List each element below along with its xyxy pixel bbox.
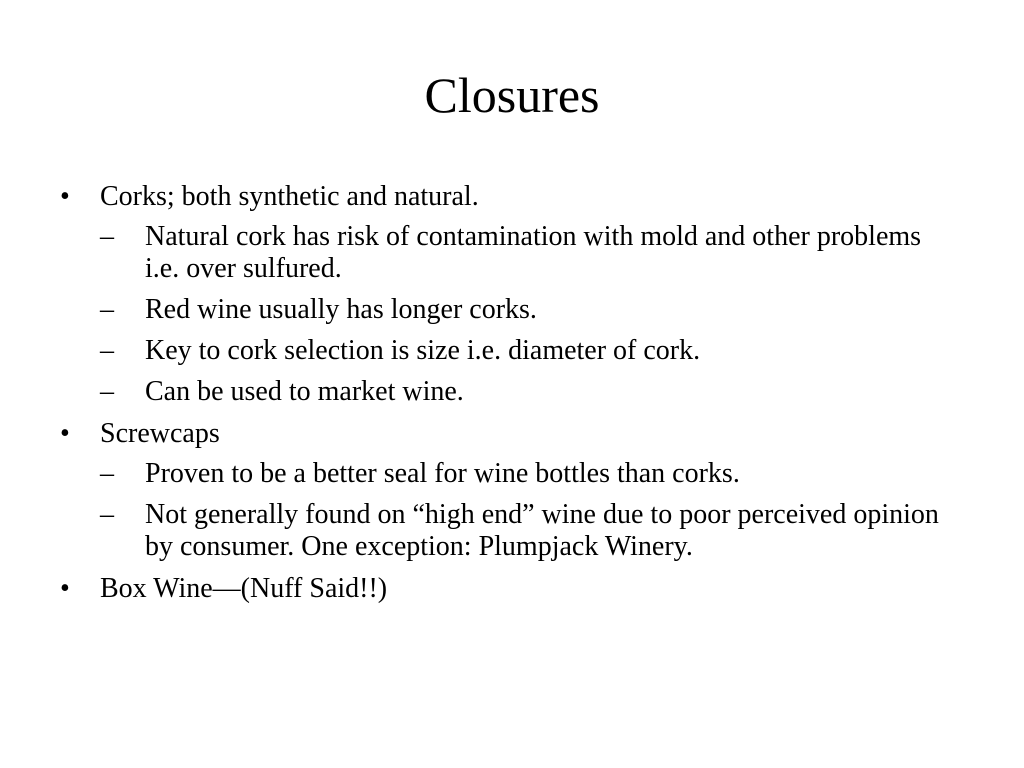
sub-bullet-marker: – <box>100 458 114 489</box>
sub-bullet-marker: – <box>100 294 114 325</box>
bullet-item <box>58 572 958 605</box>
bullet-text: Corks; both synthetic and natural. <box>100 181 479 212</box>
sub-bullet-item <box>100 499 958 563</box>
sub-bullet-marker: – <box>100 221 114 252</box>
sub-bullet-text: Can be used to market wine. <box>145 376 464 407</box>
sub-bullet-item <box>100 294 958 326</box>
sub-bullet-item <box>100 335 958 367</box>
bullet-text: Screwcaps <box>100 418 220 449</box>
sub-bullet-text: Natural cork has risk of contamination with mold and other problems i.e. over sulfured. <box>145 221 922 284</box>
sub-bullet-list <box>100 458 958 563</box>
sub-bullet-text: Key to cork selection is size i.e. diameter of cork. <box>145 335 701 366</box>
sub-bullet-text: Red wine usually has longer corks. <box>145 294 537 325</box>
sub-bullet-marker: – <box>100 376 114 407</box>
sub-bullet-text: Proven to be a better seal for wine bottles than corks. <box>145 458 740 489</box>
bullet-text: Box Wine—(Nuff Said!!) <box>100 573 388 604</box>
sub-bullet-item <box>100 221 958 285</box>
sub-bullet-item <box>100 458 958 490</box>
bullet-marker: • <box>60 181 70 212</box>
bullet-item <box>58 417 958 563</box>
sub-bullet-item <box>100 376 958 408</box>
slide-title: Closures <box>424 67 600 123</box>
sub-bullet-marker: – <box>100 335 114 366</box>
bullet-marker: • <box>60 573 70 604</box>
sub-bullet-text: Not generally found on “high end” wine due to poor perceived opinion by consumer. One exception: Plumpjack Winery. <box>145 499 939 562</box>
slide-body <box>58 180 958 613</box>
sub-bullet-list <box>100 221 958 408</box>
bullet-marker: • <box>60 418 70 449</box>
bullet-item <box>58 180 958 408</box>
sub-bullet-marker: – <box>100 499 114 530</box>
